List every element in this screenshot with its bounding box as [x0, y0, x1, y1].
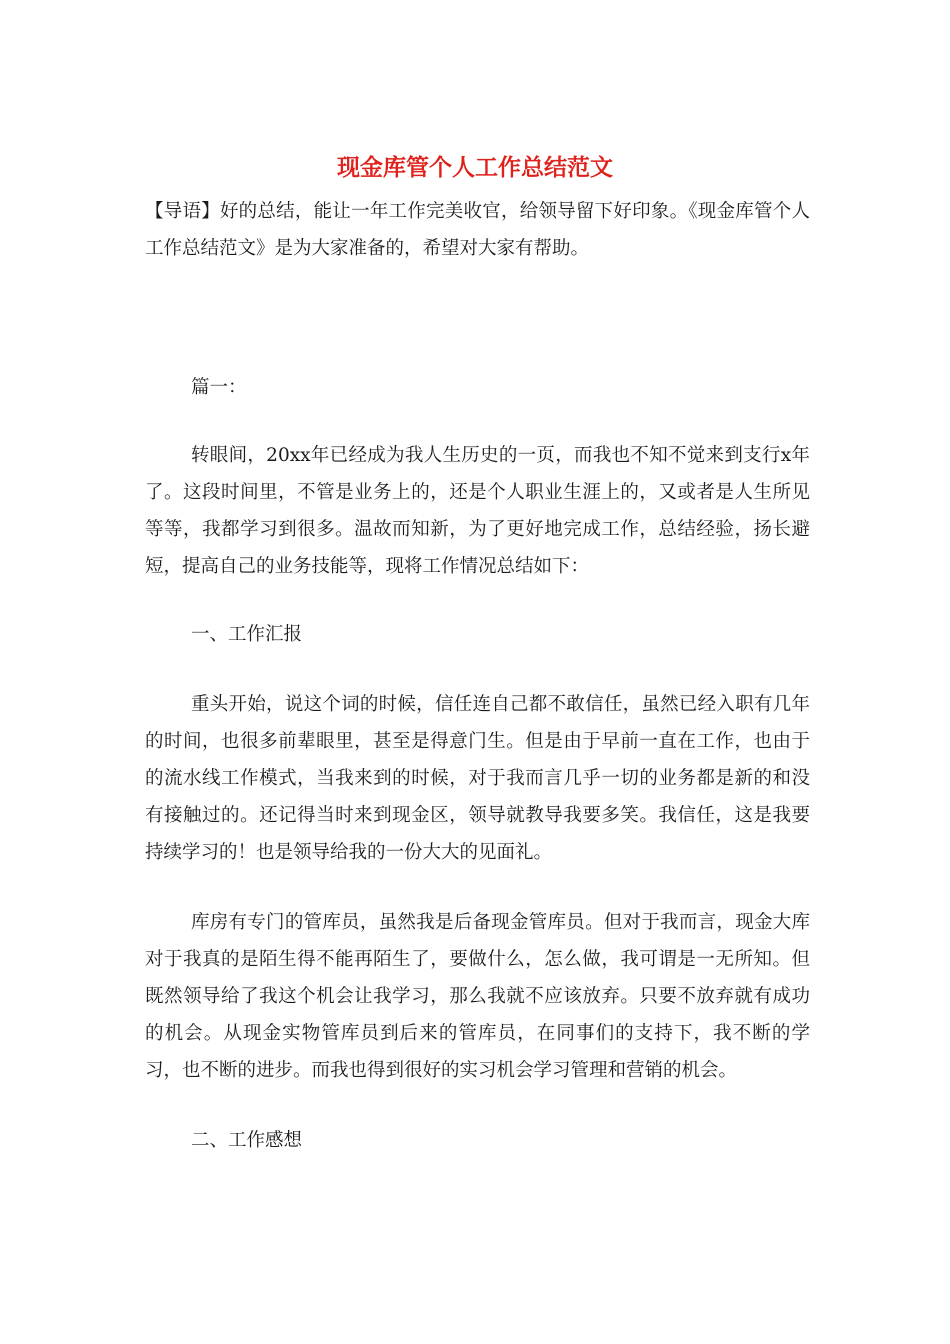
paragraph: 重头开始，说这个词的时候，信任连自己都不敢信任，虽然已经入职有几年的时间，也很多前辈眼里，甚至是得意门生。但是由于早前一直在工作，也由于的流水线工作模式，当我来到的时候，对于我而言几乎一切的业务都是新的和没有接触过的。还记得当时来到现金区，领导就教导我要多笑。我信任，这是我要持续学习的！也是领导给我的一份大大的见面礼。: [145, 694, 810, 863]
section-heading: 二、工作感想: [191, 1130, 303, 1151]
intro-paragraph: 【导语】好的总结，能让一年工作完美收官，给领导留下好印象。《现金库管个人工作总结范文》是为大家准备的，希望对大家有帮助。: [145, 201, 810, 259]
part-label: 篇一：: [191, 377, 247, 398]
paragraph: 库房有专门的管库员，虽然我是后备现金管库员。但对于我而言，现金大库对于我真的是陌生得不能再陌生了，要做什么，怎么做，我可谓是一无所知。但既然领导给了我这个机会让我学习，那么我就不应该放弃。只要不放弃就有成功的机会。从现金实物管库员到后来的管库员，在同事们的支持下，我不断的学习，也不断的进步。而我也得到很好的实习机会学习管理和营销的机会。: [145, 912, 810, 1081]
paragraph: 转眼间，20xx年已经成为我人生历史的一页，而我也不知不觉来到支行x年了。这段时间里，不管是业务上的，还是个人职业生涯上的，又或者是人生所见等等，我都学习到很多。温故而知新，为了更好地完成工作，总结经验，扬长避短，提高自己的业务技能等，现将工作情况总结如下：: [145, 445, 810, 577]
document-title: 现金库管个人工作总结范文: [337, 154, 613, 181]
section-heading: 一、工作汇报: [191, 624, 303, 645]
